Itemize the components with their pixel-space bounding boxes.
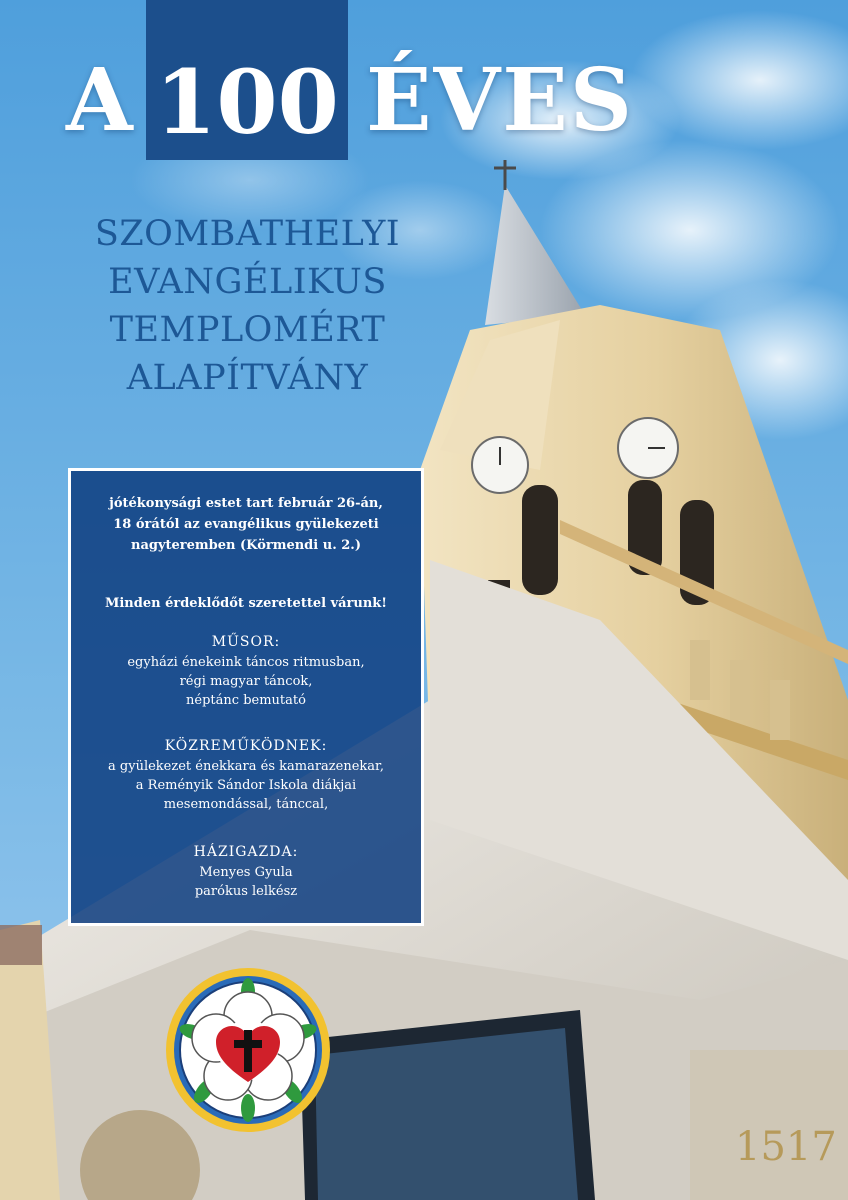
event-info-box	[68, 468, 424, 926]
luther-rose-icon	[164, 966, 332, 1134]
event-detail-line: jótékonysági estet tart február 26-án,	[109, 496, 383, 511]
foundation-name	[70, 210, 425, 402]
contributor-item: a gyülekezet énekkara és kamarazenekar,	[108, 759, 384, 774]
host-heading: HÁZIGAZDA:	[193, 844, 299, 860]
event-details	[71, 493, 421, 556]
contributors-heading: KÖZREMŰKÖDNEK:	[164, 738, 328, 754]
program-item: régi magyar táncok,	[179, 674, 313, 689]
event-detail-line: nagyteremben (Körmendi u. 2.)	[131, 538, 361, 553]
title-prefix: A	[66, 50, 133, 151]
contributor-item: a Reményik Sándor Iskola diákjai	[135, 778, 357, 793]
host-title: parókus lelkész	[194, 884, 298, 899]
plaque-year-text: 1517	[735, 1124, 837, 1170]
foundation-name-line: SZOMBATHELYI	[94, 214, 401, 254]
program-item: egyházi énekeink táncos ritmusban,	[127, 655, 365, 670]
title-suffix: ÉVES	[366, 50, 634, 151]
welcome-text: Minden érdeklődőt szeretettel várunk!	[104, 596, 388, 611]
host-section	[71, 841, 421, 901]
foundation-name-line: TEMPLOMÉRT	[109, 310, 386, 350]
title-number: 100	[155, 50, 339, 154]
host-name: Menyes Gyula	[199, 865, 293, 880]
program-item: néptánc bemutató	[186, 693, 306, 708]
headline	[0, 0, 848, 160]
event-detail-line: 18 órától az evangélikus gyülekezeti	[113, 517, 379, 532]
foundation-name-line: EVANGÉLIKUS	[108, 262, 387, 302]
contributor-item: mesemondással, tánccal,	[163, 797, 329, 812]
contributors-section	[71, 735, 421, 814]
program-section	[71, 631, 421, 710]
foundation-name-line: ALAPÍTVÁNY	[126, 358, 369, 398]
program-heading: MŰSOR:	[211, 634, 281, 650]
